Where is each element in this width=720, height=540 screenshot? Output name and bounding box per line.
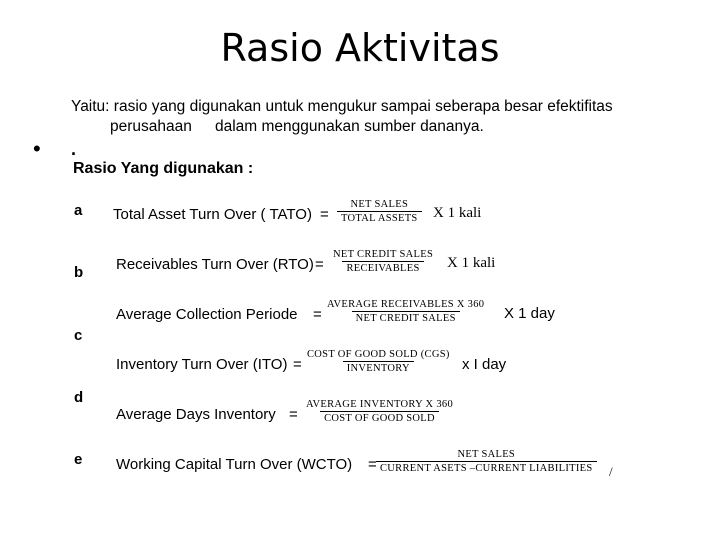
formula-equals: = (313, 306, 322, 323)
fraction-wcto (376, 449, 597, 474)
fraction-denominator: RECEIVABLES (342, 261, 423, 274)
fraction-adi (302, 399, 457, 424)
item-letter-e: e (74, 451, 83, 468)
formula-equals: = (320, 206, 329, 223)
bullet-dot: . (71, 139, 77, 159)
formula-label-acp: Average Collection Periode (116, 306, 298, 323)
formula-label-wcto: Working Capital Turn Over (WCTO) (116, 456, 353, 473)
item-letter-a: a (74, 202, 83, 219)
formula-label-adi: Average Days Inventory (116, 406, 276, 423)
fraction-ito (303, 349, 454, 374)
fraction-numerator: NET SALES (350, 199, 409, 210)
subheading: Rasio Yang digunakan : (73, 160, 254, 177)
formula-multiplier: / (609, 464, 613, 479)
formula-equals: = (289, 406, 298, 423)
fraction-acp (323, 299, 488, 324)
intro-line-2-part-1: perusahaan (110, 118, 192, 135)
fraction-denominator: TOTAL ASSETS (337, 211, 422, 224)
formula-multiplier: X 1 day (504, 305, 555, 322)
fraction-denominator: COST OF GOOD SOLD (320, 411, 439, 424)
fraction-tato (337, 199, 422, 224)
formula-label-rto: Receivables Turn Over (RTO) (116, 256, 314, 273)
fraction-numerator: COST OF GOOD SOLD (CGS) (307, 349, 450, 360)
fraction-denominator: CURRENT ASETS –CURRENT LIABILITIES (376, 461, 597, 474)
intro-line-1: Yaitu: rasio yang digunakan untuk mengukur sampai seberapa besar efektifitas (71, 98, 613, 115)
slide-title: Rasio Aktivitas (220, 26, 500, 70)
formula-multiplier: X 1 kali (433, 205, 482, 221)
formula-label-ito: Inventory Turn Over (ITO) (116, 356, 288, 373)
formula-equals: = (315, 256, 324, 273)
fraction-numerator: NET CREDIT SALES (333, 249, 434, 260)
item-letter-b: b (74, 264, 84, 281)
fraction-denominator: NET CREDIT SALES (352, 311, 460, 324)
fraction-numerator: AVERAGE INVENTORY X 360 (306, 399, 453, 410)
item-letter-c: c (74, 327, 83, 344)
formula-equals: = (368, 456, 377, 473)
formula-equals: = (293, 356, 302, 373)
fraction-rto (329, 249, 437, 274)
formula-label-tato: Total Asset Turn Over ( TATO) (113, 206, 312, 223)
fraction-numerator: AVERAGE RECEIVABLES X 360 (327, 299, 485, 310)
formula-multiplier: X 1 kali (447, 255, 496, 271)
formula-multiplier: x I day (462, 356, 507, 373)
fraction-numerator: NET SALES (457, 449, 516, 460)
item-letter-d: d (74, 389, 84, 406)
bullet-icon: • (33, 136, 41, 161)
intro-line-2-part-2: dalam menggunakan sumber dananya. (215, 118, 484, 135)
fraction-denominator: INVENTORY (343, 361, 414, 374)
